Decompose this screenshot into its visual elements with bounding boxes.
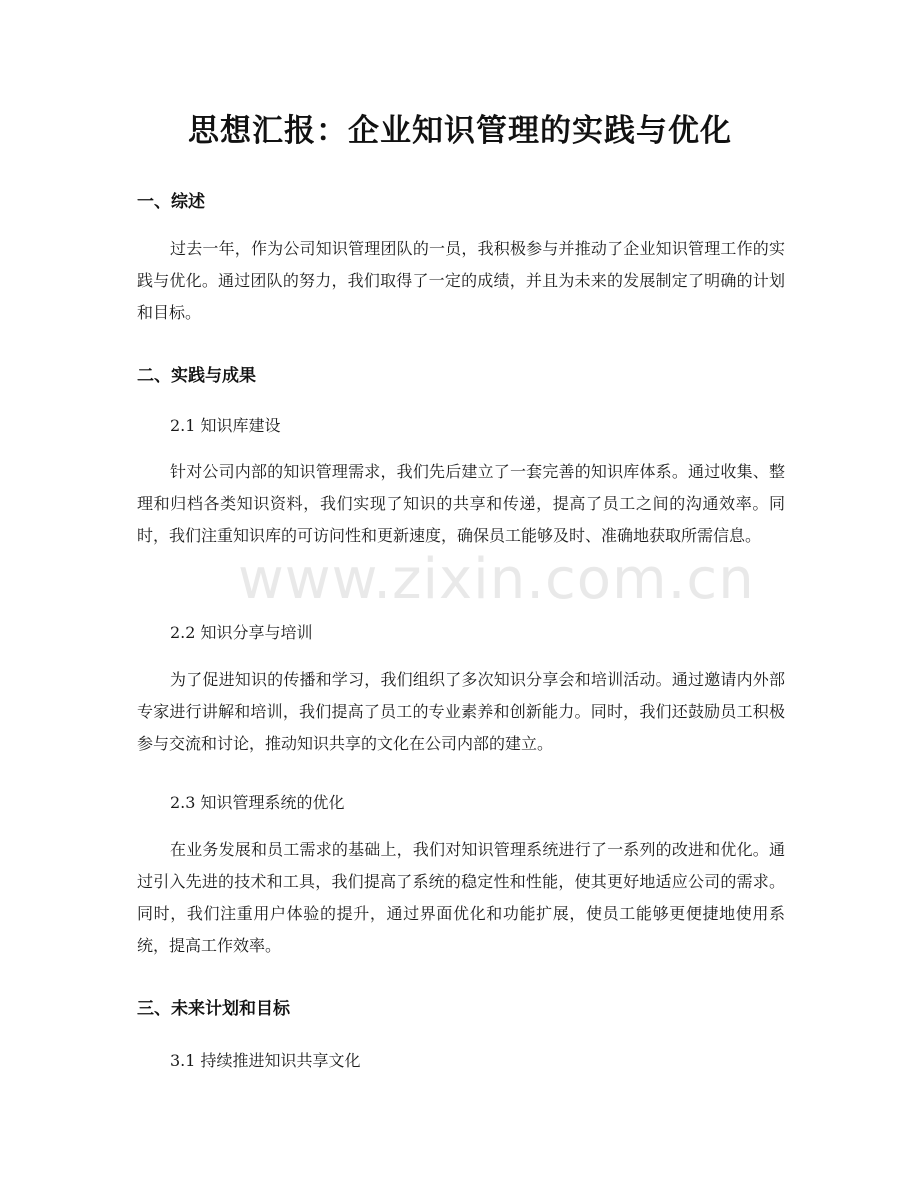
- paragraph-sharing-training: 为了促进知识的传播和学习，我们组织了多次知识分享会和培训活动。通过邀请内外部专家进行讲解和培训，我们提高了员工的专业素养和创新能力。同时，我们还鼓励员工积极参与交流和讨论，推动知识共享的文化在公司内部的建立。: [137, 670, 785, 753]
- subsection-heading-knowledge-base: 2.1 知识库建设: [170, 416, 281, 435]
- paragraph-overview: 过去一年，作为公司知识管理团队的一员，我积极参与并推动了企业知识管理工作的实践与优化。通过团队的努力，我们取得了一定的成绩，并且为未来的发展制定了明确的计划和目标。: [137, 239, 785, 322]
- section-heading-future-plans: 三、未来计划和目标: [137, 999, 290, 1019]
- watermark: www.zixin.com.cn: [238, 547, 755, 612]
- subsection-heading-sharing-training: 2.2 知识分享与培训: [170, 623, 313, 642]
- paragraph-system-optimization: 在业务发展和员工需求的基础上，我们对知识管理系统进行了一系列的改进和优化。通过引入先进的技术和工具，我们提高了系统的稳定性和性能，使其更好地适应公司的需求。同时，我们注重用户体验的提升，通过界面优化和功能扩展，使员工能够更便捷地使用系统，提高工作效率。: [137, 840, 785, 955]
- page-title: 思想汇报：企业知识管理的实践与优化: [188, 113, 732, 149]
- paragraph-knowledge-base: 针对公司内部的知识管理需求，我们先后建立了一套完善的知识库体系。通过收集、整理和归档各类知识资料，我们实现了知识的共享和传递，提高了员工之间的沟通效率。同时，我们注重知识库的可访问性和更新速度，确保员工能够及时、准确地获取所需信息。: [137, 462, 785, 545]
- section-heading-overview: 一、综述: [137, 192, 205, 212]
- subsection-heading-system-optimization: 2.3 知识管理系统的优化: [170, 793, 345, 812]
- section-heading-practice: 二、实践与成果: [137, 366, 256, 386]
- subsection-heading-sharing-culture: 3.1 持续推进知识共享文化: [170, 1051, 361, 1070]
